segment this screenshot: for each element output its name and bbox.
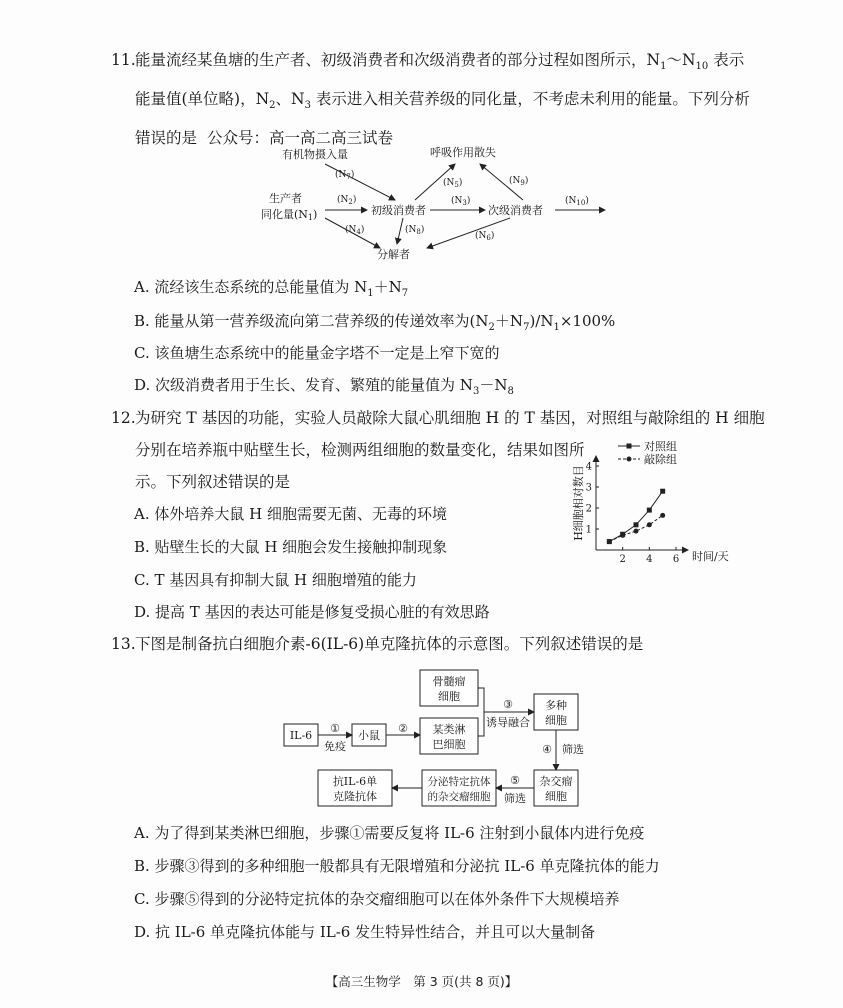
step4-label: ④ — [542, 743, 552, 756]
y-tick-label-4: 4 — [585, 461, 592, 473]
point-knockout-3 — [647, 522, 652, 527]
mouse-label: 小鼠 — [358, 729, 380, 742]
label-n3: $(N_3)$ — [451, 196, 471, 207]
label-n5: $(N_5)$ — [443, 178, 463, 189]
legend-marker-control — [627, 444, 632, 449]
hybridoma-label-line1: 杂交瘤 — [539, 775, 573, 788]
x-tick-label-6: 6 — [672, 554, 680, 565]
q12-option-c[interactable]: C. T 基因具有抑制大鼠 H 细胞增殖的能力 — [134, 571, 417, 589]
multi-cells-label-line2: 细胞 — [545, 714, 567, 727]
q11-line1: 11.能量流经某鱼塘的生产者、初级消费者和次级消费者的部分过程如图所示，$N_1\sim N_{10}$ 表示 — [111, 44, 741, 83]
myeloma-label-line1: 骨髓瘤 — [432, 675, 466, 688]
hybridoma-label-line2: 细胞 — [545, 790, 567, 803]
q12-option-b[interactable]: B. 贴壁生长的大鼠 H 细胞会发生接触抑制现象 — [134, 538, 448, 556]
arrow-organic-to-primary — [325, 164, 395, 200]
legend-marker-knockout — [627, 457, 632, 462]
q12-option-d[interactable]: D. 提高 T 基因的表达可能是修复受损心脏的有效思路 — [134, 603, 490, 621]
point-control-4 — [660, 489, 665, 494]
label-n9: $(N_9)$ — [509, 176, 529, 187]
respiration-label: 呼吸作用散失 — [430, 146, 496, 159]
y-tick-label-3: 3 — [585, 482, 592, 494]
lymphocyte-label-line1: 某类淋 — [432, 723, 466, 736]
screen5-label: 筛选 — [504, 792, 526, 805]
label-n4: $(N_4)$ — [345, 225, 365, 236]
label-n2: $(N_2)$ — [337, 195, 357, 206]
x-tick-label-4: 4 — [646, 554, 653, 565]
q13-option-a[interactable]: A. 为了得到某类淋巴细胞，步骤①需要反复将 IL-6 注射到小鼠体内进行免疫 — [134, 824, 645, 842]
q12-line2: 分别在培养瓶中贴壁生长，检测两组细胞的数量变化，结果如图所 — [135, 441, 585, 459]
il6-label: IL-6 — [289, 729, 313, 742]
point-control-3 — [647, 508, 652, 513]
q13-option-b[interactable]: B. 步骤③得到的多种细胞一般都具有无限增殖和分泌抗 IL-6 单克隆抗体的能力 — [134, 857, 660, 875]
organic-input-label: 有机物摄入量 — [282, 148, 348, 161]
series-line-control — [609, 491, 662, 541]
y-tick-label-2: 2 — [585, 503, 592, 515]
arrow-secondary-to-decomposer — [427, 218, 510, 248]
secreting-label-line2: 的杂交瘤细胞 — [427, 791, 491, 803]
arrow-producer-to-decomposer — [325, 218, 380, 248]
y-axis-label: H细胞相对数目 — [572, 465, 585, 541]
cell-count-chart — [570, 436, 740, 566]
y-tick-label-1: 1 — [585, 524, 592, 536]
q12-line1: 12.为研究 T 基因的功能，实验人员敲除大鼠心肌细胞 H 的 T 基因，对照组与敲除组的 H 细胞 — [111, 409, 765, 427]
question-13 — [111, 628, 741, 660]
antibody-label-line2: 克隆抗体 — [333, 790, 377, 803]
secreting-label-line1: 分泌特定抗体 — [427, 776, 491, 788]
legend-label-control: 对照组 — [644, 440, 677, 453]
label-n7: $(N_7)$ — [335, 170, 355, 181]
q11-option-b[interactable]: B. 能量从第一营养级流向第二营养级的传递效率为$(N_2+N_7)/N_1\times 100\%$ — [134, 312, 616, 333]
point-knockout-2 — [634, 529, 639, 534]
q12-line3: 示。下列叙述错误的是 — [135, 473, 291, 491]
q11-line2: 能量值(单位略)，$N_2$、$N_3$ 表示进入相关营养级的同化量，不考虑未利用的能量。下列分析 — [135, 90, 750, 112]
myeloma-label-line2: 细胞 — [438, 690, 460, 703]
step5-label: ⑤ — [510, 774, 520, 787]
arrow-primary-to-decomposer — [397, 218, 403, 244]
x-axis-label: 时间/天 — [692, 550, 729, 563]
primary-consumer-label: 初级消费者 — [371, 204, 426, 217]
q11-number: 11. — [111, 51, 136, 69]
q11-option-a[interactable]: A. 流经该生态系统的总能量值为 $N_1+N_7$ — [134, 278, 409, 299]
q11-line3: 错误的是 公众号：高一高二高三试卷 — [135, 129, 394, 148]
q13-option-c[interactable]: C. 步骤⑤得到的分泌特定抗体的杂交瘤细胞可以在体外条件下大规模培养 — [134, 890, 620, 908]
screen4-label: 筛选 — [562, 743, 584, 756]
immunize-label: 免疫 — [324, 740, 346, 753]
fusion-label: 诱导融合 — [486, 716, 530, 729]
producer-label-line1: 生产者 — [269, 192, 302, 205]
label-n6: $(N_6)$ — [475, 231, 495, 242]
legend-label-knockout: 敲除组 — [644, 453, 677, 466]
x-tick-label-2: 2 — [619, 554, 626, 565]
point-knockout-1 — [620, 533, 625, 538]
label-n8: $(N_8)$ — [405, 225, 425, 236]
step3-label: ③ — [503, 698, 513, 711]
point-knockout-4 — [660, 513, 665, 518]
energy-flow-diagram — [255, 140, 615, 265]
step1-label: ① — [330, 722, 340, 735]
q12-option-a[interactable]: A. 体外培养大鼠 H 细胞需要无菌、无毒的环境 — [134, 505, 447, 523]
q11-option-d[interactable]: D. 次级消费者用于生长、发育、繁殖的能量值为 $N_3-N_8$ — [134, 376, 514, 397]
decomposer-label: 分解者 — [377, 248, 410, 261]
q13-line1: 13.下图是制备抗白细胞介素-6(IL-6)单克隆抗体的示意图。下列叙述错误的是 — [111, 635, 644, 653]
lymphocyte-label-line2: 巴细胞 — [432, 738, 466, 751]
q11-option-c[interactable]: C. 该鱼塘生态系统中的能量金字塔不一定是上窄下宽的 — [134, 344, 500, 362]
producer-label-line2: 同化量(N1) — [261, 208, 318, 222]
multi-cells-label-line1: 多种 — [545, 699, 567, 712]
step2-label: ② — [398, 722, 408, 735]
point-knockout-0 — [607, 539, 612, 544]
question-11 — [111, 44, 750, 154]
label-n10: $(N_{10})$ — [565, 196, 589, 207]
watermark-text: 公众号：高一高二高三试卷 — [207, 129, 394, 148]
page-footer: 【高三生物学 第 3 页(共 8 页)】 — [325, 974, 518, 989]
antibody-preparation-diagram — [270, 660, 600, 810]
secondary-consumer-label: 次级消费者 — [488, 204, 543, 217]
point-control-2 — [634, 522, 639, 527]
antibody-label-line1: 抗IL-6单 — [332, 775, 378, 788]
fusion-bracket — [478, 688, 484, 736]
q13-option-d[interactable]: D. 抗 IL-6 单克隆抗体能与 IL-6 发生特异性结合，并且可以大量制备 — [134, 923, 596, 941]
